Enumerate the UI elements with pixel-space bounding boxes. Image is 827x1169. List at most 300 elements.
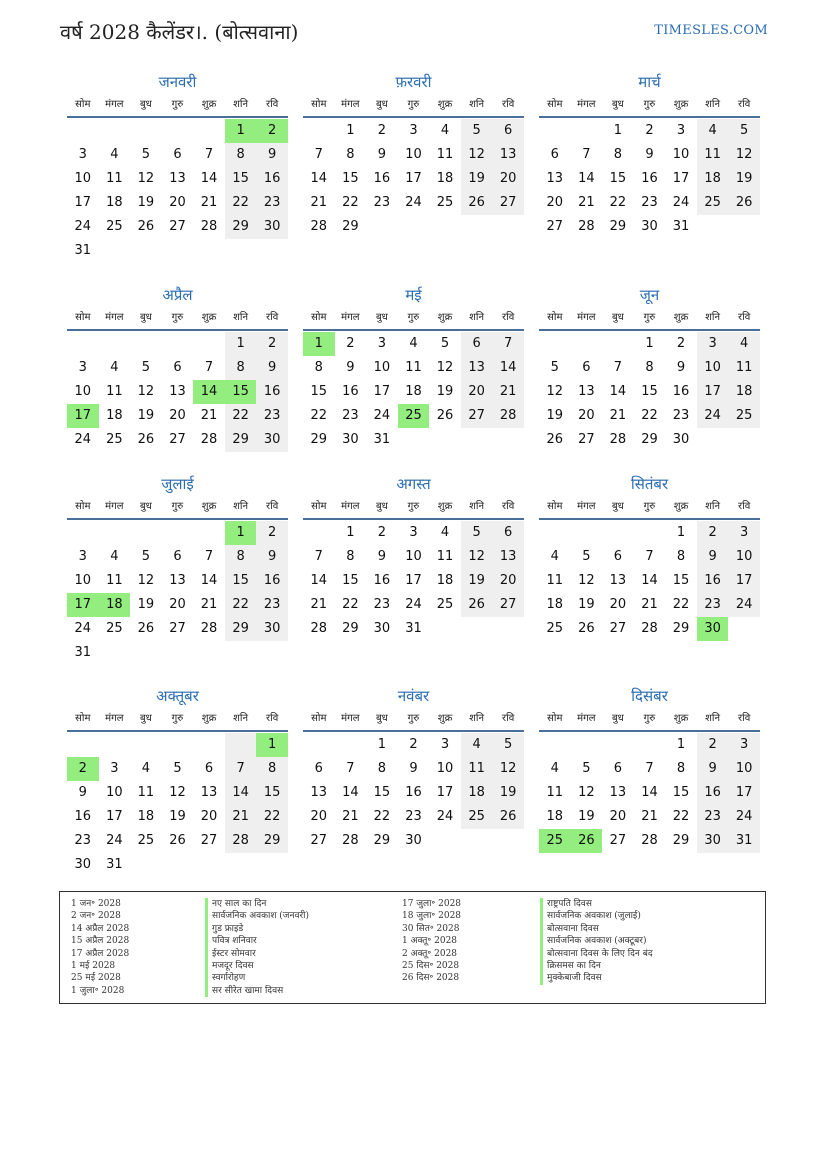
weekday-label: शनि	[469, 713, 485, 724]
day-cell: 14	[193, 380, 225, 404]
day-cell: 10	[74, 171, 92, 186]
legend-holiday-name: सर सीरेत खामा दिवस	[205, 985, 309, 997]
day-cell: 25	[106, 621, 123, 636]
day-cell: 18	[728, 380, 760, 404]
day-cell: 30	[672, 432, 690, 447]
day-grid	[303, 119, 524, 239]
weekday-label: बुध	[611, 501, 624, 512]
day-cell: 2	[377, 525, 387, 540]
day-cell: 21	[641, 597, 658, 612]
day-cell: 20	[492, 167, 524, 191]
month-title: जनवरी	[158, 73, 197, 91]
day-cell: 29	[256, 829, 288, 853]
empty-day-cell	[571, 332, 603, 356]
day-cell: 29	[225, 617, 257, 641]
weekday-label: सोम	[75, 713, 91, 724]
day-cell: 30	[342, 432, 359, 447]
empty-day-cell	[398, 215, 430, 239]
day-cell: 3	[110, 761, 119, 776]
day-cell: 10	[106, 785, 123, 800]
day-cell: 18	[106, 195, 123, 210]
day-cell: 19	[728, 167, 760, 191]
day-cell: 27	[492, 191, 524, 215]
weekday-label: मंगल	[577, 713, 596, 724]
day-cell: 13	[609, 785, 627, 800]
day-cell: 18	[697, 167, 729, 191]
day-cell: 16	[256, 380, 288, 404]
day-cell: 5	[141, 147, 151, 162]
month-title: सितंबर	[630, 475, 669, 493]
legend-date: 1 जन॰ 2028	[71, 899, 121, 909]
weekday-label: रवि	[502, 713, 515, 724]
day-cell: 4	[697, 119, 729, 143]
day-cell: 18	[405, 384, 422, 399]
empty-day-cell	[130, 641, 162, 665]
day-cell: 16	[697, 569, 729, 593]
day-cell: 17	[373, 384, 391, 399]
day-cell: 10	[672, 147, 690, 162]
day-cell: 8	[377, 761, 387, 776]
legend-date: 14 अप्रैल 2028	[71, 923, 130, 934]
day-cell: 17	[67, 404, 99, 428]
weekday-label: शुक्र	[201, 312, 217, 323]
day-cell: 20	[578, 408, 595, 423]
day-cell: 24	[74, 219, 92, 234]
weekday-label: गुरु	[171, 312, 184, 323]
empty-day-cell	[429, 829, 461, 853]
empty-day-cell	[130, 853, 162, 877]
day-grid	[303, 332, 524, 452]
empty-day-cell	[162, 332, 194, 356]
day-cell: 22	[225, 404, 257, 428]
empty-day-cell	[492, 428, 524, 452]
day-cell: 10	[436, 761, 454, 776]
empty-day-cell	[162, 521, 194, 545]
weekday-label: रवि	[502, 501, 515, 512]
month-title: दिसंबर	[631, 687, 668, 705]
day-cell: 31	[728, 829, 760, 853]
day-cell: 15	[256, 781, 288, 805]
day-cell: 18	[436, 171, 454, 186]
day-cell: 26	[461, 191, 493, 215]
weekday-label: शनि	[233, 713, 249, 724]
day-cell: 2	[697, 521, 729, 545]
day-cell: 27	[578, 432, 595, 447]
day-cell: 19	[137, 597, 155, 612]
day-grid	[303, 733, 524, 853]
legend-holiday-name: मजदूर दिवस	[205, 960, 309, 972]
empty-day-cell	[728, 428, 760, 452]
weekday-label: मंगल	[577, 501, 596, 512]
empty-day-cell	[193, 239, 225, 263]
day-cell: 15	[342, 171, 359, 186]
empty-day-cell	[602, 332, 634, 356]
day-cell: 24	[728, 593, 760, 617]
day-cell: 8	[346, 147, 355, 162]
legend-date: 2 अक्तू॰ 2028	[402, 948, 458, 959]
day-cell: 6	[314, 761, 323, 776]
legend-holiday-name: पवित्र शनिवार	[205, 935, 309, 947]
day-cell: 13	[546, 171, 564, 186]
day-cell: 26	[169, 833, 186, 848]
day-cell: 25	[546, 621, 564, 636]
day-cell: 23	[405, 809, 422, 824]
weekday-label: शुक्र	[201, 713, 217, 724]
day-cell: 27	[461, 404, 493, 428]
empty-day-cell	[99, 119, 131, 143]
day-cell: 15	[225, 569, 257, 593]
day-cell: 2	[256, 332, 288, 356]
weekday-label: गुरु	[407, 99, 420, 110]
day-cell: 26	[461, 593, 493, 617]
day-cell: 14	[310, 573, 328, 588]
weekday-label: गुरु	[643, 713, 656, 724]
day-cell: 28	[200, 219, 218, 234]
day-cell: 29	[373, 833, 391, 848]
day-cell: 22	[672, 597, 690, 612]
month-block	[67, 70, 288, 263]
legend-holiday-name: गुड फ्राइडे	[205, 923, 309, 935]
day-cell: 5	[461, 119, 493, 143]
empty-day-cell	[256, 239, 288, 263]
day-cell: 8	[613, 147, 623, 162]
weekday-header	[539, 708, 760, 732]
day-cell: 7	[582, 147, 591, 162]
day-cell: 19	[436, 384, 454, 399]
day-cell: 16	[342, 384, 359, 399]
weekday-label: मंगल	[105, 99, 124, 110]
day-cell: 14	[609, 384, 627, 399]
legend-holiday-name: क्रिसमस का दिन	[540, 960, 653, 972]
day-cell: 16	[373, 171, 391, 186]
day-grid	[67, 521, 288, 665]
empty-day-cell	[99, 641, 131, 665]
weekday-label: शुक्र	[437, 501, 453, 512]
day-cell: 8	[645, 360, 654, 375]
day-cell: 29	[672, 621, 690, 636]
legend-holiday-name: बोत्सवाना दिवस के लिए दिन बंद	[540, 948, 653, 960]
weekday-label: शुक्र	[201, 99, 217, 110]
day-cell: 18	[546, 597, 564, 612]
day-cell: 11	[405, 360, 422, 375]
day-cell: 28	[641, 833, 658, 848]
month-title: जुलाई	[161, 475, 194, 493]
weekday-header	[303, 496, 524, 520]
empty-day-cell	[492, 215, 524, 239]
day-cell: 7	[225, 757, 257, 781]
day-grid	[67, 119, 288, 263]
legend-date: 2 जन॰ 2028	[71, 911, 121, 922]
weekday-label: शुक्र	[673, 501, 689, 512]
day-cell: 9	[377, 549, 387, 564]
day-cell: 1	[225, 119, 257, 143]
day-cell: 2	[67, 757, 99, 781]
day-cell: 12	[578, 573, 595, 588]
site-link[interactable]: TIMESLES.COM	[654, 23, 768, 38]
day-cell: 15	[310, 384, 328, 399]
day-cell: 19	[461, 569, 493, 593]
day-cell: 28	[342, 833, 359, 848]
empty-day-cell	[728, 215, 760, 239]
day-cell: 7	[314, 549, 323, 564]
empty-day-cell	[130, 521, 162, 545]
legend-date: 17 जुला॰ 2028	[402, 899, 462, 909]
day-cell: 13	[461, 356, 493, 380]
day-cell: 7	[645, 761, 654, 776]
day-cell: 21	[200, 195, 218, 210]
holiday-legend	[59, 891, 766, 1004]
weekday-label: गुरु	[407, 713, 420, 724]
weekday-label: बुध	[611, 312, 624, 323]
day-cell: 8	[676, 761, 686, 776]
day-cell: 4	[728, 332, 760, 356]
month-block	[303, 472, 524, 641]
day-cell: 21	[200, 408, 218, 423]
day-cell: 31	[74, 243, 92, 258]
day-cell: 3	[78, 147, 87, 162]
day-cell: 27	[200, 833, 218, 848]
day-cell: 2	[346, 336, 355, 351]
day-cell: 10	[697, 356, 729, 380]
day-cell: 4	[440, 525, 450, 540]
day-cell: 23	[342, 408, 359, 423]
empty-day-cell	[303, 119, 335, 143]
weekday-label: सोम	[547, 501, 563, 512]
empty-day-cell	[256, 641, 288, 665]
day-cell: 1	[256, 733, 288, 757]
day-cell: 24	[728, 805, 760, 829]
day-cell: 13	[609, 573, 627, 588]
day-cell: 30	[256, 215, 288, 239]
weekday-header	[303, 307, 524, 331]
weekday-label: गुरु	[643, 99, 656, 110]
day-cell: 27	[169, 219, 186, 234]
weekday-label: मंगल	[105, 501, 124, 512]
empty-day-cell	[429, 215, 461, 239]
day-cell: 17	[67, 593, 99, 617]
empty-day-cell	[539, 733, 571, 757]
legend-holiday-name: मुक्केबाजी दिवस	[540, 972, 653, 984]
weekday-label: रवि	[502, 312, 515, 323]
weekday-label: मंगल	[577, 99, 596, 110]
weekday-label: बुध	[375, 713, 388, 724]
empty-day-cell	[602, 521, 634, 545]
day-cell: 23	[256, 404, 288, 428]
day-cell: 3	[78, 360, 87, 375]
day-cell: 26	[137, 219, 155, 234]
day-cell: 2	[256, 119, 288, 143]
day-cell: 4	[141, 761, 151, 776]
weekday-label: रवि	[266, 501, 279, 512]
weekday-label: रवि	[266, 713, 279, 724]
weekday-label: शनि	[469, 501, 485, 512]
day-cell: 13	[310, 785, 328, 800]
weekday-header	[539, 496, 760, 520]
weekday-label: रवि	[738, 713, 751, 724]
day-grid	[67, 332, 288, 452]
weekday-label: बुध	[139, 501, 152, 512]
day-cell: 27	[609, 833, 627, 848]
day-cell: 16	[256, 167, 288, 191]
day-cell: 24	[436, 809, 454, 824]
day-cell: 9	[256, 143, 288, 167]
month-block	[67, 472, 288, 665]
weekday-label: बुध	[611, 713, 624, 724]
day-cell: 26	[546, 432, 564, 447]
day-cell: 10	[373, 360, 391, 375]
weekday-label: शुक्र	[201, 501, 217, 512]
day-cell: 11	[106, 573, 123, 588]
day-cell: 20	[461, 380, 493, 404]
day-cell: 28	[641, 621, 658, 636]
empty-day-cell	[697, 215, 729, 239]
day-cell: 12	[492, 757, 524, 781]
day-cell: 31	[672, 219, 690, 234]
day-cell: 9	[697, 757, 729, 781]
day-cell: 9	[256, 356, 288, 380]
day-cell: 9	[78, 785, 87, 800]
day-cell: 4	[461, 733, 493, 757]
day-cell: 21	[200, 597, 218, 612]
day-cell: 14	[492, 356, 524, 380]
weekday-label: सोम	[547, 99, 563, 110]
day-cell: 15	[373, 785, 391, 800]
day-cell: 10	[405, 549, 422, 564]
day-cell: 8	[346, 549, 355, 564]
day-cell: 20	[546, 195, 564, 210]
day-cell: 6	[461, 332, 493, 356]
day-cell: 15	[609, 171, 627, 186]
day-cell: 17	[672, 171, 690, 186]
month-block	[539, 283, 760, 452]
weekday-label: रवि	[502, 99, 515, 110]
day-cell: 8	[314, 360, 323, 375]
empty-day-cell	[697, 428, 729, 452]
day-cell: 29	[641, 432, 658, 447]
day-cell: 12	[436, 360, 454, 375]
day-cell: 23	[373, 195, 391, 210]
empty-day-cell	[366, 215, 398, 239]
day-cell: 16	[373, 573, 391, 588]
day-cell: 16	[405, 785, 422, 800]
weekday-label: बुध	[611, 99, 624, 110]
day-cell: 14	[200, 573, 218, 588]
weekday-label: गुरु	[171, 713, 184, 724]
empty-day-cell	[193, 733, 225, 757]
day-cell: 30	[74, 857, 92, 872]
day-cell: 19	[492, 781, 524, 805]
legend-date: 17 अप्रैल 2028	[71, 948, 130, 959]
day-cell: 15	[225, 167, 257, 191]
weekday-header	[303, 708, 524, 732]
day-cell: 5	[461, 521, 493, 545]
weekday-label: मंगल	[577, 312, 596, 323]
day-cell: 3	[676, 123, 686, 138]
day-cell: 29	[310, 432, 328, 447]
empty-day-cell	[99, 239, 131, 263]
day-cell: 28	[609, 432, 627, 447]
day-cell: 6	[613, 549, 623, 564]
day-cell: 11	[106, 384, 123, 399]
day-cell: 12	[461, 545, 493, 569]
legend-date: 18 जुला॰ 2028	[402, 911, 462, 922]
legend-date: 26 दिस॰ 2028	[402, 973, 460, 984]
day-cell: 4	[550, 761, 559, 776]
day-cell: 12	[546, 384, 564, 399]
day-cell: 23	[697, 805, 729, 829]
day-cell: 21	[578, 195, 595, 210]
empty-day-cell	[225, 733, 257, 757]
day-cell: 6	[173, 549, 182, 564]
day-cell: 2	[409, 737, 418, 752]
day-cell: 21	[492, 380, 524, 404]
weekday-label: सोम	[311, 713, 327, 724]
weekday-label: रवि	[738, 99, 751, 110]
empty-day-cell	[571, 119, 603, 143]
day-cell: 13	[169, 573, 186, 588]
day-cell: 30	[697, 617, 729, 641]
day-cell: 20	[609, 597, 627, 612]
empty-day-cell	[162, 641, 194, 665]
day-cell: 5	[582, 761, 591, 776]
month-title: फ़रवरी	[395, 73, 432, 91]
day-cell: 28	[225, 829, 257, 853]
empty-day-cell	[225, 641, 257, 665]
day-cell: 24	[373, 408, 391, 423]
empty-day-cell	[193, 332, 225, 356]
day-cell: 8	[256, 757, 288, 781]
day-cell: 8	[225, 356, 257, 380]
weekday-label: शनि	[705, 713, 721, 724]
empty-day-cell	[193, 521, 225, 545]
day-cell: 24	[672, 195, 690, 210]
day-cell: 18	[461, 781, 493, 805]
month-block	[539, 472, 760, 641]
day-cell: 29	[342, 621, 359, 636]
day-cell: 6	[550, 147, 559, 162]
day-cell: 29	[342, 219, 359, 234]
weekday-label: गुरु	[643, 312, 656, 323]
day-cell: 25	[728, 404, 760, 428]
day-cell: 5	[440, 336, 450, 351]
day-cell: 5	[141, 549, 151, 564]
day-cell: 4	[110, 147, 119, 162]
legend-holiday-name: राष्ट्रपति दिवस	[540, 898, 653, 910]
weekday-label: शुक्र	[673, 312, 689, 323]
day-cell: 5	[492, 733, 524, 757]
empty-day-cell	[539, 332, 571, 356]
day-grid	[539, 521, 760, 641]
empty-day-cell	[492, 829, 524, 853]
legend-holiday-name: सार्वजनिक अवकाश (जुलाई)	[540, 910, 653, 922]
day-cell: 6	[492, 119, 524, 143]
day-cell: 27	[169, 621, 186, 636]
empty-day-cell	[461, 617, 493, 641]
day-cell: 21	[225, 805, 257, 829]
day-cell: 3	[377, 336, 387, 351]
page-title: वर्ष 2028 कैलेंडर।. (बोत्सवाना)	[60, 20, 299, 44]
weekday-label: शुक्र	[673, 99, 689, 110]
day-cell: 17	[405, 171, 422, 186]
empty-day-cell	[130, 119, 162, 143]
day-cell: 13	[169, 384, 186, 399]
weekday-label: शनि	[469, 312, 485, 323]
day-cell: 28	[200, 621, 218, 636]
day-cell: 25	[436, 195, 454, 210]
day-cell: 18	[436, 573, 454, 588]
weekday-label: शनि	[705, 99, 721, 110]
month-block	[303, 70, 524, 239]
